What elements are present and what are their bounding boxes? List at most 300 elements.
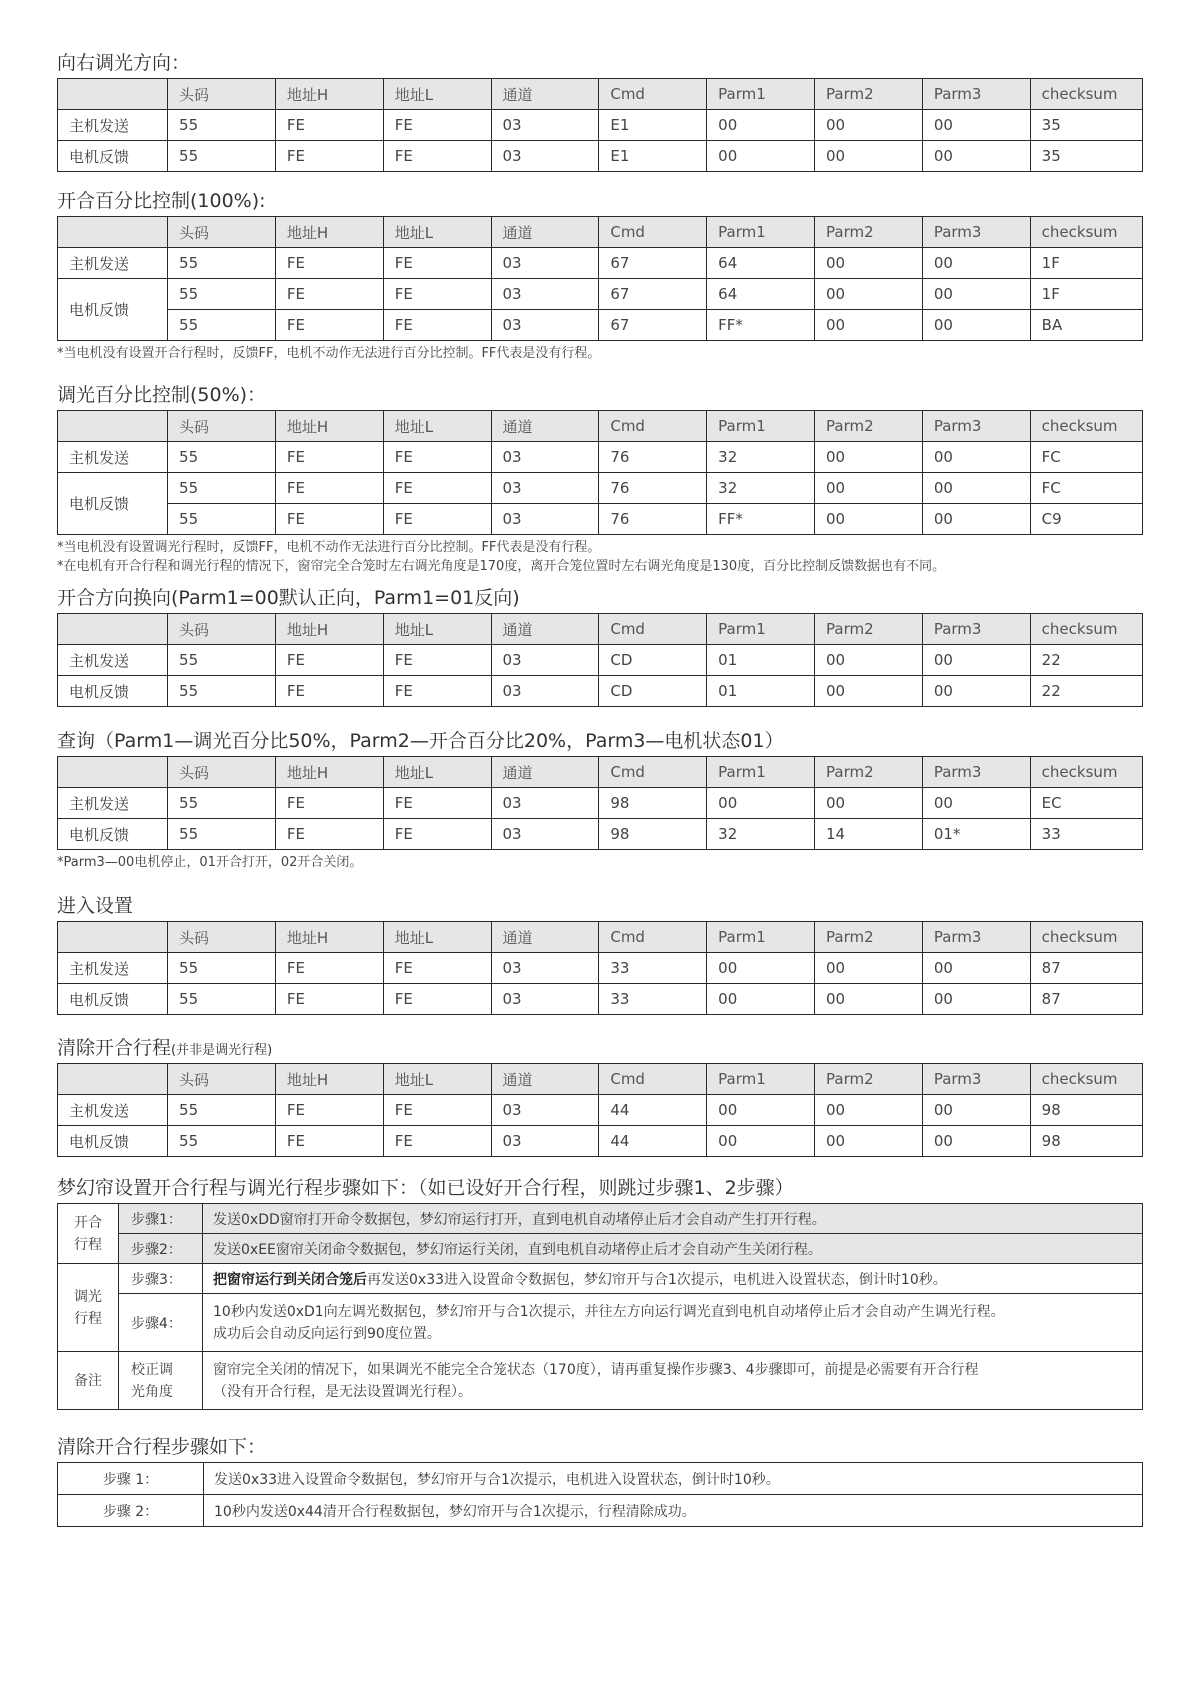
table-note: *当电机没有设置调光行程时，反馈FF，电机不动作无法进行百分比控制。FF代表是没有行程。 (57, 540, 601, 555)
table-cell: 76 (599, 473, 707, 504)
table-row (58, 1204, 1143, 1234)
table-cell: FE (383, 953, 491, 984)
column-header: 头码 (168, 1064, 276, 1095)
column-header: 头码 (168, 79, 276, 110)
column-header: Parm1 (707, 922, 815, 953)
table-row (58, 279, 1143, 310)
table-cell: 22 (1030, 676, 1142, 707)
table-cell: 00 (922, 442, 1030, 473)
table-cell: 32 (707, 442, 815, 473)
table-cell: 00 (815, 984, 923, 1015)
table-cell: 33 (599, 953, 707, 984)
table-cell: 01 (707, 645, 815, 676)
table-cell: 00 (707, 1095, 815, 1126)
table-cell: 00 (707, 141, 815, 172)
table-cell: FE (275, 279, 383, 310)
section-title: 开合百分比控制(100%): (57, 190, 266, 212)
section-title: 调光百分比控制(50%)： (57, 384, 267, 406)
table-cell: FE (383, 984, 491, 1015)
table-cell: 1F (1030, 248, 1142, 279)
header-row (58, 1064, 1143, 1095)
step-text: 发送0xEE窗帘关闭命令数据包，梦幻帘运行关闭，直到电机自动堵停止后才会自动产生关闭行程。 (203, 1234, 1143, 1264)
table-row (58, 504, 1143, 535)
column-header: Parm2 (815, 217, 923, 248)
table-cell: 67 (599, 248, 707, 279)
column-header: Cmd (599, 217, 707, 248)
table-cell: 03 (491, 676, 599, 707)
table-cell: 14 (815, 819, 923, 850)
column-header: Parm1 (707, 1064, 815, 1095)
table-row (58, 1095, 1143, 1126)
row-label: 主机发送 (58, 953, 168, 984)
column-header: 地址L (383, 757, 491, 788)
table-cell: 00 (815, 310, 923, 341)
table-cell: 03 (491, 141, 599, 172)
table-cell: 55 (168, 442, 276, 473)
table-cell: FE (383, 279, 491, 310)
header-row (58, 757, 1143, 788)
column-header (58, 411, 168, 442)
table-cell: 00 (707, 984, 815, 1015)
column-header: Parm1 (707, 79, 815, 110)
table-cell: 00 (922, 279, 1030, 310)
column-header (58, 922, 168, 953)
column-header: 通道 (491, 1064, 599, 1095)
column-header: Parm2 (815, 1064, 923, 1095)
table-cell: 00 (922, 110, 1030, 141)
step-name: 步骤3： (119, 1264, 203, 1294)
section-query (57, 726, 1142, 872)
table-cell: 33 (599, 984, 707, 1015)
column-header: checksum (1030, 614, 1142, 645)
table-cell: 03 (491, 279, 599, 310)
column-header: checksum (1030, 79, 1142, 110)
table-cell: 00 (815, 473, 923, 504)
table-row (58, 110, 1143, 141)
column-header: 地址H (275, 411, 383, 442)
table-cell: FE (275, 645, 383, 676)
row-label: 主机发送 (58, 442, 168, 473)
column-header: 头码 (168, 757, 276, 788)
row-label: 电机反馈 (58, 1126, 168, 1157)
table-cell: 55 (168, 676, 276, 707)
table-cell: FE (383, 788, 491, 819)
table-cell: FE (275, 141, 383, 172)
table-row (58, 1495, 1143, 1527)
table-cell: FF* (707, 504, 815, 535)
table-row (58, 788, 1143, 819)
section-direction-reverse (57, 583, 1142, 707)
column-header: Parm1 (707, 217, 815, 248)
column-header: Cmd (599, 411, 707, 442)
column-header: Parm3 (922, 411, 1030, 442)
column-header: Parm3 (922, 614, 1030, 645)
table-cell: CD (599, 645, 707, 676)
column-header: 通道 (491, 757, 599, 788)
step-text: 发送0x33进入设置命令数据包，梦幻帘开与合1次提示，电机进入设置状态，倒计时10秒。 (204, 1463, 1143, 1495)
step-text: 10秒内发送0x44清开合行程数据包，梦幻帘开与合1次提示，行程清除成功。 (204, 1495, 1143, 1527)
table-cell: 00 (922, 676, 1030, 707)
table-cell: FE (275, 310, 383, 341)
table-cell: 35 (1030, 141, 1142, 172)
table-cell: FE (383, 310, 491, 341)
row-label: 电机反馈 (58, 473, 168, 535)
command-table (57, 410, 1143, 535)
command-table (57, 1063, 1143, 1157)
table-cell: 00 (707, 1126, 815, 1157)
table-cell: CD (599, 676, 707, 707)
table-cell: FE (383, 1126, 491, 1157)
column-header (58, 1064, 168, 1095)
table-cell: 55 (168, 473, 276, 504)
table-cell: 00 (922, 953, 1030, 984)
table-cell: 03 (491, 248, 599, 279)
column-header: Parm3 (922, 1064, 1030, 1095)
table-cell: 00 (707, 788, 815, 819)
table-cell: 55 (168, 645, 276, 676)
row-label: 电机反馈 (58, 819, 168, 850)
table-row (58, 953, 1143, 984)
table-cell: 00 (922, 788, 1030, 819)
table-cell: 98 (599, 788, 707, 819)
command-table (57, 921, 1143, 1015)
table-row (58, 1234, 1143, 1264)
group-label: 开合行程 (58, 1204, 119, 1264)
column-header: checksum (1030, 1064, 1142, 1095)
column-header: 头码 (168, 411, 276, 442)
column-header: Cmd (599, 757, 707, 788)
table-cell: 00 (815, 504, 923, 535)
command-table (57, 613, 1143, 707)
command-table (57, 216, 1143, 341)
column-header: 头码 (168, 614, 276, 645)
table-cell: FE (275, 788, 383, 819)
table-cell: FE (275, 984, 383, 1015)
row-label: 电机反馈 (58, 141, 168, 172)
column-header: Cmd (599, 614, 707, 645)
column-header: Cmd (599, 1064, 707, 1095)
column-header (58, 217, 168, 248)
step-text: 窗帘完全关闭的情况下，如果调光不能完全合笼状态（170度），请再重复操作步骤3、4步骤即可，前提是必需要有开合行程 （没有开合行程，是无法设置调光行程）。 (203, 1352, 1143, 1410)
table-cell: 03 (491, 645, 599, 676)
column-header: 地址H (275, 217, 383, 248)
section-enter-setup (57, 891, 1142, 1015)
table-cell: 55 (168, 504, 276, 535)
table-cell: 03 (491, 442, 599, 473)
table-cell: 32 (707, 819, 815, 850)
header-row (58, 217, 1143, 248)
column-header: Parm2 (815, 79, 923, 110)
table-cell: EC (1030, 788, 1142, 819)
table-cell: 00 (922, 1095, 1030, 1126)
row-label: 主机发送 (58, 645, 168, 676)
table-cell: 55 (168, 984, 276, 1015)
section-right-dimming (57, 48, 1142, 172)
section-setup-steps (57, 1173, 1142, 1410)
table-cell: FE (383, 110, 491, 141)
table-note: *在电机有开合行程和调光行程的情况下，窗帘完全合笼时左右调光角度是170度，离开合笼位置时左右调光角度是130度，百分比控制反馈数据也有不同。 (57, 559, 946, 574)
table-cell: 98 (599, 819, 707, 850)
table-cell: 64 (707, 248, 815, 279)
table-cell: FE (383, 819, 491, 850)
table-row (58, 984, 1143, 1015)
table-row (58, 442, 1143, 473)
table-cell: 55 (168, 310, 276, 341)
table-cell: FE (275, 819, 383, 850)
table-note: *当电机没有设置开合行程时，反馈FF，电机不动作无法进行百分比控制。FF代表是没有行程。 (57, 346, 601, 361)
table-cell: 76 (599, 504, 707, 535)
header-row (58, 79, 1143, 110)
table-cell: 03 (491, 953, 599, 984)
column-header: checksum (1030, 757, 1142, 788)
table-cell: 03 (491, 110, 599, 141)
table-cell: 00 (815, 645, 923, 676)
column-header: 地址H (275, 757, 383, 788)
table-cell: FE (383, 442, 491, 473)
section-clear-steps (57, 1432, 1142, 1527)
table-row (58, 676, 1143, 707)
column-header (58, 79, 168, 110)
row-label: 主机发送 (58, 248, 168, 279)
table-row (58, 1294, 1143, 1352)
step-name: 步骤2： (119, 1234, 203, 1264)
table-row (58, 1463, 1143, 1495)
table-cell: 76 (599, 442, 707, 473)
column-header (58, 614, 168, 645)
table-cell: FE (383, 473, 491, 504)
table-cell: 03 (491, 819, 599, 850)
table-cell: 00 (922, 645, 1030, 676)
step-name: 步骤4： (119, 1294, 203, 1352)
section-open-close-percent (57, 186, 1142, 363)
column-header: 地址H (275, 79, 383, 110)
column-header: Parm2 (815, 922, 923, 953)
table-cell: 55 (168, 141, 276, 172)
table-cell: 03 (491, 1126, 599, 1157)
table-cell: 00 (922, 310, 1030, 341)
table-cell: FE (383, 645, 491, 676)
table-cell: FE (275, 1126, 383, 1157)
column-header: 地址H (275, 922, 383, 953)
table-cell: 44 (599, 1095, 707, 1126)
section-title: 查询（Parm1—调光百分比50%，Parm2—开合百分比20%，Parm3—电机状态01） (57, 730, 784, 752)
section-title: 清除开合行程(并非是调光行程) (57, 1037, 273, 1059)
table-cell: FC (1030, 442, 1142, 473)
column-header: 地址L (383, 614, 491, 645)
column-header: Cmd (599, 922, 707, 953)
table-cell: 00 (922, 504, 1030, 535)
group-label: 调光行程 (58, 1264, 119, 1352)
table-cell: 55 (168, 953, 276, 984)
section-dimming-percent (57, 380, 1142, 576)
table-cell: FE (383, 676, 491, 707)
table-cell: 03 (491, 310, 599, 341)
table-cell: 00 (922, 141, 1030, 172)
command-table (57, 78, 1143, 172)
table-cell: 55 (168, 1126, 276, 1157)
table-row (58, 248, 1143, 279)
table-cell: FE (383, 504, 491, 535)
table-cell: FE (383, 248, 491, 279)
table-cell: 00 (707, 953, 815, 984)
column-header: checksum (1030, 922, 1142, 953)
column-header: 通道 (491, 411, 599, 442)
table-cell: 35 (1030, 110, 1142, 141)
section-title: 梦幻帘设置开合行程与调光行程步骤如下：（如已设好开合行程，则跳过步骤1、2步骤） (57, 1177, 794, 1199)
row-label: 电机反馈 (58, 676, 168, 707)
table-cell: FE (275, 676, 383, 707)
column-header: 通道 (491, 922, 599, 953)
section-title: 清除开合行程步骤如下： (57, 1436, 267, 1458)
column-header: 地址L (383, 411, 491, 442)
column-header: Parm1 (707, 411, 815, 442)
column-header: 地址H (275, 1064, 383, 1095)
header-row (58, 411, 1143, 442)
column-header: Parm1 (707, 757, 815, 788)
table-row (58, 1264, 1143, 1294)
table-cell: 00 (815, 110, 923, 141)
table-cell: 32 (707, 473, 815, 504)
step-text: 发送0xDD窗帘打开命令数据包，梦幻帘运行打开，直到电机自动堵停止后才会自动产生打开行程。 (203, 1204, 1143, 1234)
row-label: 电机反馈 (58, 984, 168, 1015)
table-cell: 01* (922, 819, 1030, 850)
row-label: 主机发送 (58, 110, 168, 141)
table-cell: 55 (168, 788, 276, 819)
table-cell: 00 (815, 953, 923, 984)
table-row (58, 141, 1143, 172)
table-cell: 00 (815, 788, 923, 819)
table-cell: E1 (599, 141, 707, 172)
column-header: Parm3 (922, 757, 1030, 788)
row-label: 主机发送 (58, 788, 168, 819)
table-cell: FE (275, 953, 383, 984)
table-cell: FE (275, 1095, 383, 1126)
column-header: Parm2 (815, 757, 923, 788)
column-header: Parm3 (922, 922, 1030, 953)
column-header: 通道 (491, 614, 599, 645)
table-cell: 55 (168, 248, 276, 279)
column-header: Parm2 (815, 614, 923, 645)
table-cell: 55 (168, 819, 276, 850)
row-label: 主机发送 (58, 1095, 168, 1126)
column-header: Parm3 (922, 79, 1030, 110)
table-cell: FF* (707, 310, 815, 341)
command-table (57, 756, 1143, 850)
table-cell: 03 (491, 1095, 599, 1126)
table-cell: 1F (1030, 279, 1142, 310)
table-cell: 00 (815, 1126, 923, 1157)
table-cell: FE (275, 442, 383, 473)
table-cell: 01 (707, 676, 815, 707)
section-title: 开合方向换向(Parm1=00默认正向，Parm1=01反向) (57, 587, 520, 609)
table-cell: 64 (707, 279, 815, 310)
table-cell: 00 (707, 110, 815, 141)
table-cell: 03 (491, 473, 599, 504)
column-header: Parm2 (815, 411, 923, 442)
table-cell: 98 (1030, 1095, 1142, 1126)
table-cell: 00 (922, 984, 1030, 1015)
column-header: Cmd (599, 79, 707, 110)
table-cell: 33 (1030, 819, 1142, 850)
step-name: 步骤 2： (58, 1495, 204, 1527)
table-cell: 55 (168, 1095, 276, 1126)
step-text: 10秒内发送0xD1向左调光数据包，梦幻帘开与合1次提示，并往左方向运行调光直到电机自动堵停止后才会自动产生调光行程。 成功后会自动反向运行到90度位置。 (203, 1294, 1143, 1352)
table-cell: C9 (1030, 504, 1142, 535)
column-header: 地址L (383, 922, 491, 953)
column-header: 地址H (275, 614, 383, 645)
section-title: 进入设置 (57, 895, 134, 917)
table-cell: E1 (599, 110, 707, 141)
table-row (58, 645, 1143, 676)
column-header: 地址L (383, 1064, 491, 1095)
table-cell: 03 (491, 788, 599, 819)
table-cell: 00 (815, 442, 923, 473)
table-cell: 00 (815, 676, 923, 707)
table-cell: FE (383, 141, 491, 172)
section-clear-travel (57, 1033, 1142, 1157)
column-header: 地址L (383, 217, 491, 248)
column-header: 头码 (168, 217, 276, 248)
table-cell: 22 (1030, 645, 1142, 676)
table-cell: 87 (1030, 984, 1142, 1015)
table-cell: FE (275, 473, 383, 504)
column-header: checksum (1030, 411, 1142, 442)
table-cell: 00 (815, 141, 923, 172)
step-name: 校正调光角度 (119, 1352, 203, 1410)
column-header (58, 757, 168, 788)
column-header: 通道 (491, 217, 599, 248)
table-row (58, 1126, 1143, 1157)
table-note: *Parm3—00电机停止，01开合打开，02开合关闭。 (57, 855, 363, 870)
table-cell: BA (1030, 310, 1142, 341)
table-cell: 03 (491, 984, 599, 1015)
table-cell: 00 (815, 279, 923, 310)
table-cell: 00 (815, 1095, 923, 1126)
section-title: 向右调光方向： (57, 52, 191, 74)
header-row (58, 922, 1143, 953)
column-header: 通道 (491, 79, 599, 110)
column-header: 地址L (383, 79, 491, 110)
row-label: 电机反馈 (58, 279, 168, 341)
table-cell: 00 (815, 248, 923, 279)
table-row (58, 310, 1143, 341)
table-cell: 67 (599, 310, 707, 341)
setup-steps-table (57, 1203, 1143, 1410)
table-cell: 98 (1030, 1126, 1142, 1157)
clear-steps-table (57, 1462, 1143, 1527)
header-row (58, 614, 1143, 645)
table-cell: FE (275, 504, 383, 535)
step-text: 把窗帘运行到关闭合笼后再发送0x33进入设置命令数据包，梦幻帘开与合1次提示，电机进入设置状态，倒计时10秒。 (203, 1264, 1143, 1294)
table-cell: 55 (168, 110, 276, 141)
column-header: Parm3 (922, 217, 1030, 248)
step-name: 步骤1： (119, 1204, 203, 1234)
table-cell: 00 (922, 1126, 1030, 1157)
table-cell: FE (275, 248, 383, 279)
table-cell: 00 (922, 248, 1030, 279)
step-name: 步骤 1： (58, 1463, 204, 1495)
table-cell: 67 (599, 279, 707, 310)
table-cell: FE (275, 110, 383, 141)
column-header: 头码 (168, 922, 276, 953)
table-cell: 44 (599, 1126, 707, 1157)
table-row (58, 1352, 1143, 1410)
group-label: 备注 (58, 1352, 119, 1410)
column-header: Parm1 (707, 614, 815, 645)
table-cell: 87 (1030, 953, 1142, 984)
table-cell: 03 (491, 504, 599, 535)
table-cell: 55 (168, 279, 276, 310)
